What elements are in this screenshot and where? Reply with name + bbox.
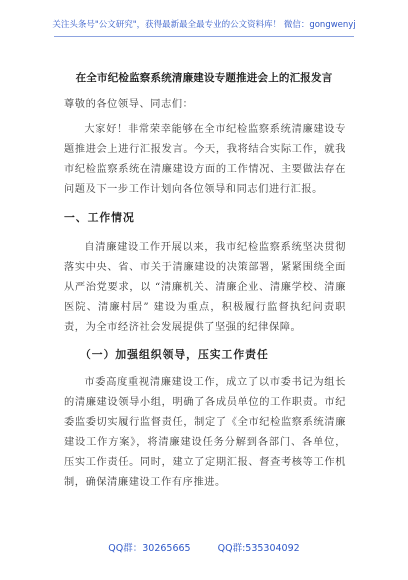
header-promo-text: 关注头条号"公文研究"，获得最新最全最专业的公文资料库！ 微信：gongwenyj bbox=[52, 20, 356, 30]
greeting-paragraph: 尊敬的各位领导、同志们： bbox=[64, 99, 194, 110]
footer-qq-groups bbox=[0, 540, 408, 554]
subsection-heading-organization: （一）加强组织领导，压实工作责任 bbox=[80, 348, 269, 361]
document-title: 在全市纪检监察系统清廉建设专题推进会上的汇报发言 bbox=[75, 72, 333, 84]
organization-paragraph: 市委高度重视清廉建设工作，成立了以市委书记为组长的清廉建设领导小组，明确了各成员单位的工作职责。市纪委监委切实履行监督责任，制定了《全市纪检监察系统清廉建设工作方案》，将清廉建设任务分解到各部门、各单位，压实工作责任。同时，建立了定期汇报、督查考核等工作机制，确保清廉建设工作有序推进。 bbox=[64, 377, 346, 488]
header-divider bbox=[54, 36, 354, 37]
footer-qq-group-1: QQ群：30265665 bbox=[108, 543, 191, 554]
footer-qq-group-2: QQ群:535304092 bbox=[217, 543, 300, 554]
section-heading-work-status: 一、工作情况 bbox=[64, 211, 135, 224]
intro-paragraph: 大家好！非常荣幸能够在全市纪检监察系统清廉建设专题推进会上进行汇报发言。今天，我将结合实际工作，就我市纪检监察系统在清廉建设方面的工作情况、主要做法存在问题及下一步工作计划向各位领导和同志们进行汇报。 bbox=[64, 124, 346, 195]
work-status-paragraph: 自清廉建设工作开展以来，我市纪检监察系统坚决贯彻落实中央、省、市关于清廉建设的决策部署，紧紧围绕全面从严治党要求，以 “清廉机关、清廉企业、清廉学校、清廉医院、清廉村居” 建设为重点，积极履行监督执纪问责职责，为全市经济社会发展提供了坚强的纪律保障。 bbox=[64, 242, 346, 333]
